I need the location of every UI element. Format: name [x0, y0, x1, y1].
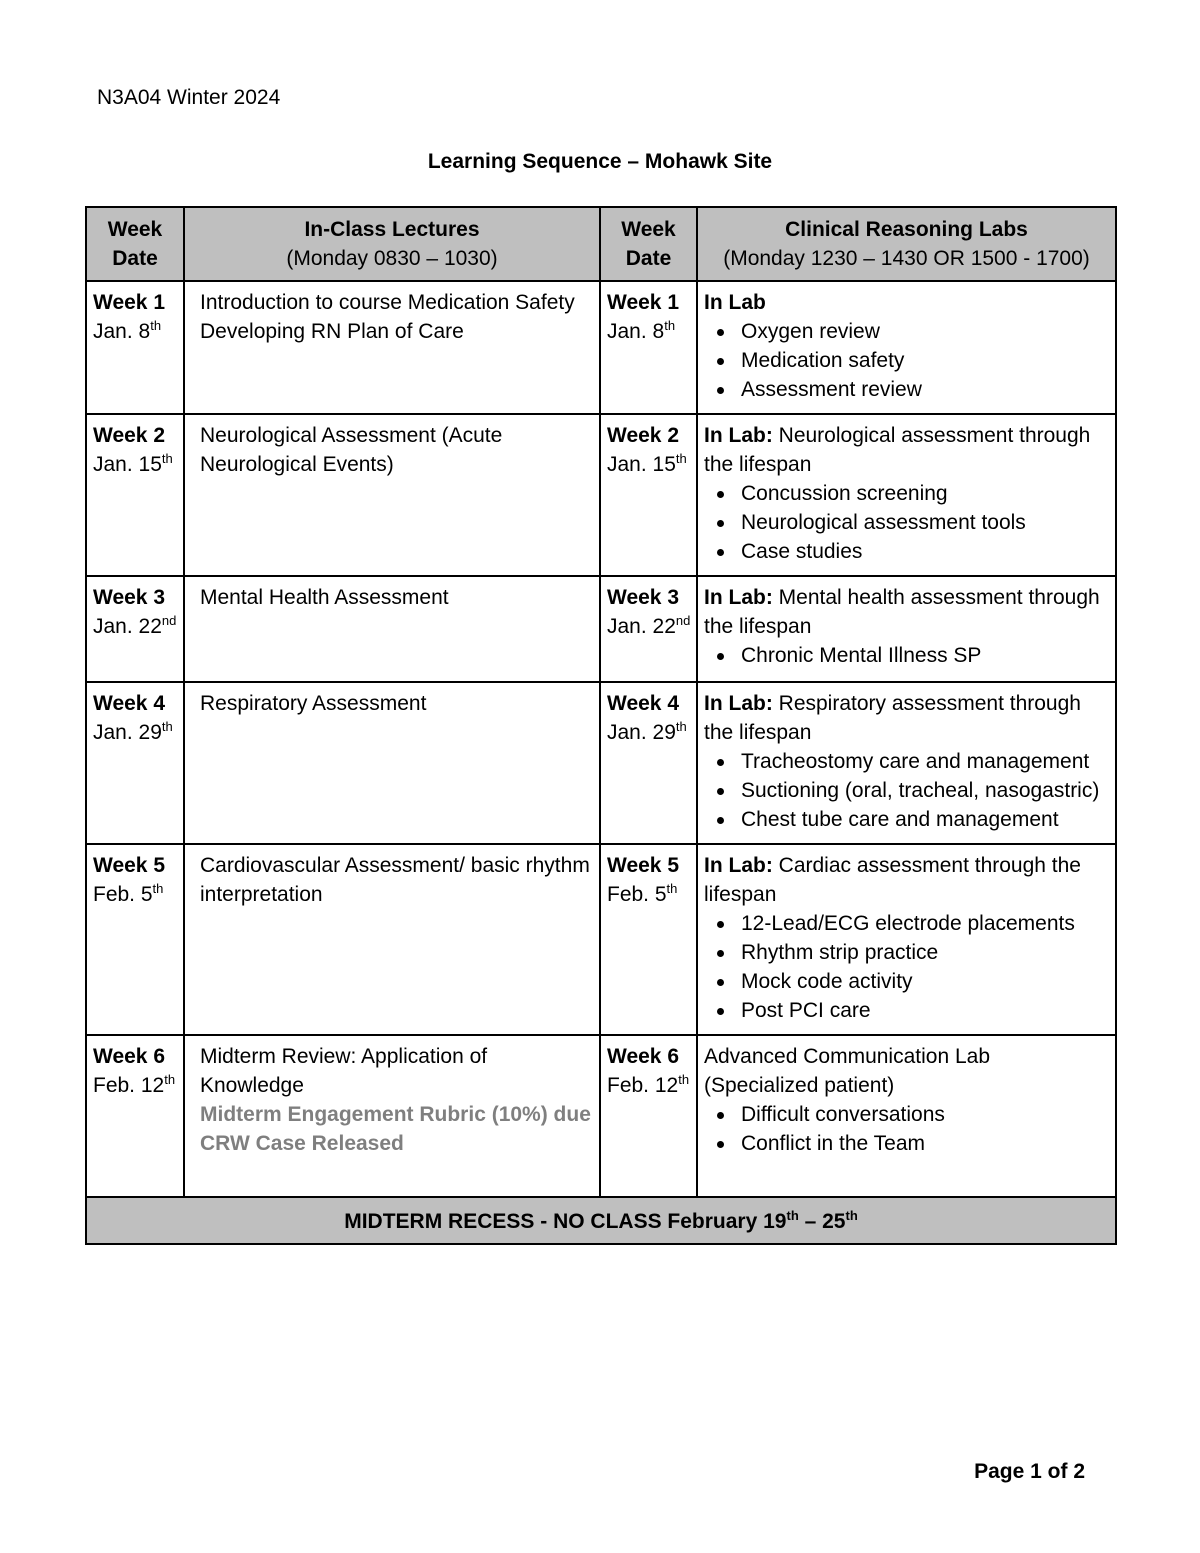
lab-week-date-cell: [600, 414, 697, 576]
header-labs-label: Clinical Reasoning Labs: [785, 218, 1028, 241]
course-code: N3A04 Winter 2024: [97, 86, 281, 109]
lab-week-label: Week 3: [607, 586, 679, 609]
date-label: Feb. 5: [93, 883, 153, 906]
lab-week-date-cell: [600, 844, 697, 1035]
learning-sequence-table: [85, 206, 1117, 1245]
lab-week-label: Week 4: [607, 692, 679, 715]
week-date-cell: [86, 576, 184, 682]
lab-heading: In Lab:: [704, 586, 773, 609]
lab-week-date-cell: [600, 576, 697, 682]
header-date-label: Date: [112, 247, 158, 270]
lab-topic: Cardiac assessment through the lifespan: [704, 854, 1081, 906]
header-lab-date-label: Date: [625, 247, 672, 270]
list-item: Post PCI care: [704, 996, 1110, 1025]
list-item: Conflict in the Team: [704, 1129, 1110, 1158]
date-label: Jan. 15: [93, 453, 162, 476]
page-of-label: of: [1041, 1460, 1074, 1483]
lab-date-label: Feb. 5: [607, 883, 667, 906]
lab-date-label: Jan. 15: [607, 453, 676, 476]
lecture-cell: [184, 281, 600, 414]
recess-end: – 25: [798, 1210, 846, 1233]
lab-activity-list: [704, 1100, 1110, 1158]
lab-heading: In Lab:: [704, 424, 773, 447]
lecture-topic: Midterm Review: Application of Knowledge: [200, 1045, 488, 1097]
lab-cell: [697, 414, 1116, 576]
lab-activity-list: [704, 747, 1110, 834]
lecture-topic: Respiratory Assessment: [200, 692, 427, 715]
lecture-note: CRW Case Released: [200, 1132, 404, 1155]
lab-cell: [697, 1035, 1116, 1197]
lab-description: [704, 689, 1110, 747]
header-lectures-time: (Monday 0830 – 1030): [286, 247, 498, 270]
week-label: Week 5: [93, 854, 165, 877]
recess-row: [86, 1197, 1116, 1244]
lab-cell: [697, 844, 1116, 1035]
list-item: Case studies: [704, 537, 1110, 566]
lab-description: [704, 421, 1110, 479]
lecture-cell: [184, 682, 600, 844]
lab-week-label: Week 2: [607, 424, 679, 447]
lab-week-label: Week 1: [607, 291, 679, 314]
lecture-cell: [184, 844, 600, 1035]
lab-activity-list: [704, 317, 1110, 404]
lab-week-label: Week 6: [607, 1045, 679, 1068]
lab-date-label: Jan. 29: [607, 721, 676, 744]
lab-topic: Advanced Communication Lab (Specialized patient): [704, 1045, 991, 1097]
date-suffix: th: [150, 318, 162, 333]
lab-description: [704, 1042, 1110, 1100]
lecture-topic: Cardiovascular Assessment/ basic rhythm interpretation: [200, 854, 590, 906]
lab-description: [704, 583, 1110, 641]
recess-cell: [86, 1197, 1116, 1244]
date-suffix: th: [164, 1072, 176, 1087]
date-suffix: th: [152, 881, 164, 896]
lab-date-suffix: th: [664, 318, 676, 333]
list-item: Chronic Mental Illness SP: [704, 641, 1110, 670]
lab-activity-list: [704, 641, 1110, 670]
week-label: Week 3: [93, 586, 165, 609]
header-labs-time: (Monday 1230 – 1430 OR 1500 - 1700): [723, 247, 1090, 270]
lab-activity-list: [704, 479, 1110, 566]
date-label: Feb. 12: [93, 1074, 165, 1097]
table-row: [86, 1035, 1116, 1197]
header-lectures: [184, 207, 600, 281]
recess-sup-end: th: [845, 1208, 858, 1223]
list-item: Rhythm strip practice: [704, 938, 1110, 967]
list-item: Oxygen review: [704, 317, 1110, 346]
page-total: 2: [1073, 1460, 1085, 1483]
table-row: [86, 844, 1116, 1035]
week-label: Week 4: [93, 692, 165, 715]
lab-week-label: Week 5: [607, 854, 679, 877]
lab-cell: [697, 682, 1116, 844]
table-header-row: [86, 207, 1116, 281]
date-suffix: th: [161, 719, 173, 734]
list-item: Medication safety: [704, 346, 1110, 375]
lab-cell: [697, 281, 1116, 414]
lecture-cell: [184, 1035, 600, 1197]
list-item: Difficult conversations: [704, 1100, 1110, 1129]
week-date-cell: [86, 1035, 184, 1197]
list-item: Concussion screening: [704, 479, 1110, 508]
header-week-label: Week: [107, 218, 163, 241]
lab-date-suffix: th: [678, 1072, 690, 1087]
date-label: Jan. 22: [93, 615, 162, 638]
list-item: Mock code activity: [704, 967, 1110, 996]
lab-week-date-cell: [600, 1035, 697, 1197]
lab-date-suffix: nd: [675, 613, 691, 628]
lecture-cell: [184, 414, 600, 576]
lecture-topic: Introduction to course Medication Safety: [200, 291, 575, 314]
date-suffix: nd: [161, 613, 177, 628]
header-lectures-label: In-Class Lectures: [304, 218, 480, 241]
date-suffix: th: [161, 451, 173, 466]
header-lab-week-label: Week: [621, 218, 676, 241]
lab-topic: Mental health assessment through the lifespan: [704, 586, 1100, 638]
recess-text: MIDTERM RECESS - NO CLASS February 19: [344, 1210, 787, 1233]
page-current: 1: [1030, 1460, 1042, 1483]
lab-description: [704, 851, 1110, 909]
table-row: [86, 682, 1116, 844]
list-item: Tracheostomy care and management: [704, 747, 1110, 776]
lab-cell: [697, 576, 1116, 682]
lab-date-label: Jan. 8: [607, 320, 665, 343]
lecture-topic: Mental Health Assessment: [200, 586, 449, 609]
week-label: Week 6: [93, 1045, 165, 1068]
lab-description: [704, 288, 1110, 317]
document-title: Learning Sequence – Mohawk Site: [427, 150, 773, 173]
list-item: 12-Lead/ECG electrode placements: [704, 909, 1110, 938]
week-label: Week 1: [93, 291, 165, 314]
week-date-cell: [86, 844, 184, 1035]
lab-week-date-cell: [600, 682, 697, 844]
header-labs: [697, 207, 1116, 281]
list-item: Assessment review: [704, 375, 1110, 404]
lab-week-date-cell: [600, 281, 697, 414]
table-row: [86, 576, 1116, 682]
date-label: Jan. 29: [93, 721, 162, 744]
lab-date-suffix: th: [675, 719, 687, 734]
list-item: Neurological assessment tools: [704, 508, 1110, 537]
lab-heading: In Lab:: [704, 854, 773, 877]
lab-date-label: Feb. 12: [607, 1074, 679, 1097]
lab-date-suffix: th: [666, 881, 678, 896]
lab-heading: In Lab: [704, 291, 766, 314]
page-label: Page: [974, 1460, 1031, 1483]
page-number: [974, 1460, 1085, 1484]
date-label: Jan. 8: [93, 320, 151, 343]
week-date-cell: [86, 414, 184, 576]
week-date-cell: [86, 281, 184, 414]
lab-date-label: Jan. 22: [607, 615, 676, 638]
table-row: [86, 281, 1116, 414]
lab-topic: Neurological assessment through the lifespan: [704, 424, 1091, 476]
header-week-date: [86, 207, 184, 281]
list-item: Chest tube care and management: [704, 805, 1110, 834]
lab-heading: In Lab:: [704, 692, 773, 715]
recess-sup-start: th: [786, 1208, 799, 1223]
week-label: Week 2: [93, 424, 165, 447]
list-item: Suctioning (oral, tracheal, nasogastric): [704, 776, 1110, 805]
lecture-note: Midterm Engagement Rubric (10%) due: [200, 1103, 591, 1126]
lab-activity-list: [704, 909, 1110, 1025]
header-lab-week-date: [600, 207, 697, 281]
table-row: [86, 414, 1116, 576]
lab-topic: Respiratory assessment through the lifespan: [704, 692, 1081, 744]
lecture-topic: Neurological Assessment (Acute Neurological Events): [200, 424, 503, 476]
lab-date-suffix: th: [675, 451, 687, 466]
lecture-topic: Developing RN Plan of Care: [200, 320, 464, 343]
week-date-cell: [86, 682, 184, 844]
lecture-cell: [184, 576, 600, 682]
